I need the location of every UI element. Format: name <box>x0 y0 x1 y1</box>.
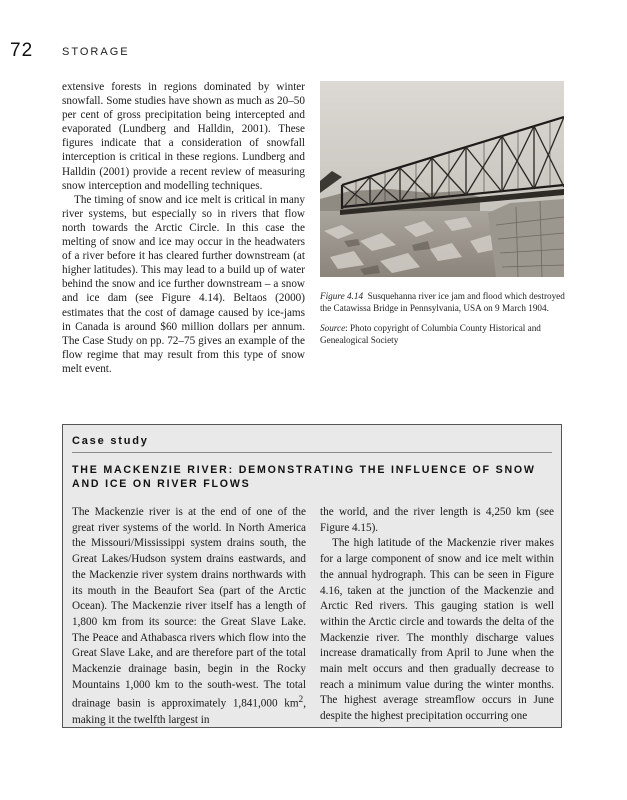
figure-label: Figure 4.14 <box>320 291 364 301</box>
figure-caption <box>320 290 565 346</box>
case-left-text: The Mackenzie river is at the end of one of the great river systems of the world. In North America the Missouri/Mississippi system drains south, the Great Lakes/Hudson system drains eastwards, and the Mackenzie river system drains northwards with its mouth in the Beaufort Sea (part of the Arctic Ocean). The Mackenzie river itself has a length of 1,800 km from its source: the Great Slave Lake. The Peace and Athabasca rivers which flow into the Great Slave Lake, and are therefore part of the total Mackenzie drainage basin, begin in the Rocky Mountains 1,000 km to the south-west. The total drainage basin is approximately 1,841,000 km <box>72 506 306 711</box>
case-study-right-column <box>320 505 554 725</box>
case-study-divider <box>72 452 552 453</box>
page-number: 72 <box>10 40 34 61</box>
case-study-label: Case study <box>72 435 149 447</box>
figure-photo <box>320 81 564 277</box>
case-study-paragraph: the world, and the river length is 4,250 km (see Figure 4.15). <box>320 506 554 534</box>
caption-source <box>320 322 565 346</box>
caption-body: Susquehanna river ice jam and flood which destroyed the Catawissa Bridge in Pennsylvania, USA on 9 March 1904. <box>320 291 565 313</box>
bridge-ice-jam-photo <box>320 81 564 277</box>
running-head: STORAGE <box>62 46 130 58</box>
source-label: Source <box>320 323 346 333</box>
body-text <box>62 80 305 376</box>
source-text: : Photo copyright of Columbia County Historical and Genealogical Society <box>320 323 541 345</box>
body-paragraph: extensive forests in regions dominated by winter snowfall. Some studies have shown as much as 20–50 per cent of gross precipitation being intercepted and evaporated (Lundberg and Halldin, 2001). These figures indicate that a consideration of snowfall interception is critical in these regions. Lundberg and Halldin (2001) provide a recent review of measuring snow interception and modelling techniques. <box>62 81 305 192</box>
case-left-text-end: , making it the twelfth largest in <box>72 698 306 726</box>
superscript: 2 <box>298 695 304 706</box>
case-study-box <box>62 424 562 728</box>
caption-text <box>320 290 565 314</box>
body-paragraph: The timing of snow and ice melt is critical in many river systems, but especially so in rivers that flow north towards the Arctic Circle. In this case the melting of snow and ice may occur in the headwaters of a river before it has cleared further downstream (at higher latitudes). This may lead to a build up of water behind the snow and ice further downstream – a snow and ice dam (see Figure 4.14). Beltaos (2000) estimates that the cost of damage caused by ice-jams in Canada is around $60 million dollars per annum. The Case Study on pp. 72–75 gives an example of the flow regime that may result from this type of snow melt event. <box>62 193 305 375</box>
case-study-paragraph <box>72 505 306 729</box>
case-study-title: THE MACKENZIE RIVER: DEMONSTRATING THE INFLUENCE OF SNOW AND ICE ON RIVER FLOWS <box>72 464 536 490</box>
case-study-paragraph: The high latitude of the Mackenzie river makes for a large component of snow and ice melt within the annual hydrograph. This can be seen in Figure 4.16, taken at the junction of the Mackenzie and Arctic Red rivers. This gauging station is well within the Arctic circle and towards the delta of the Mackenzie river. The monthly discharge values increase dramatically from April to June when the main melt occurs and then gradually decrease to reach a minimum value during the winter months. The highest average streamflow occurs in June despite the highest precipitation occurring one <box>320 537 554 723</box>
case-study-left-column <box>72 505 306 729</box>
